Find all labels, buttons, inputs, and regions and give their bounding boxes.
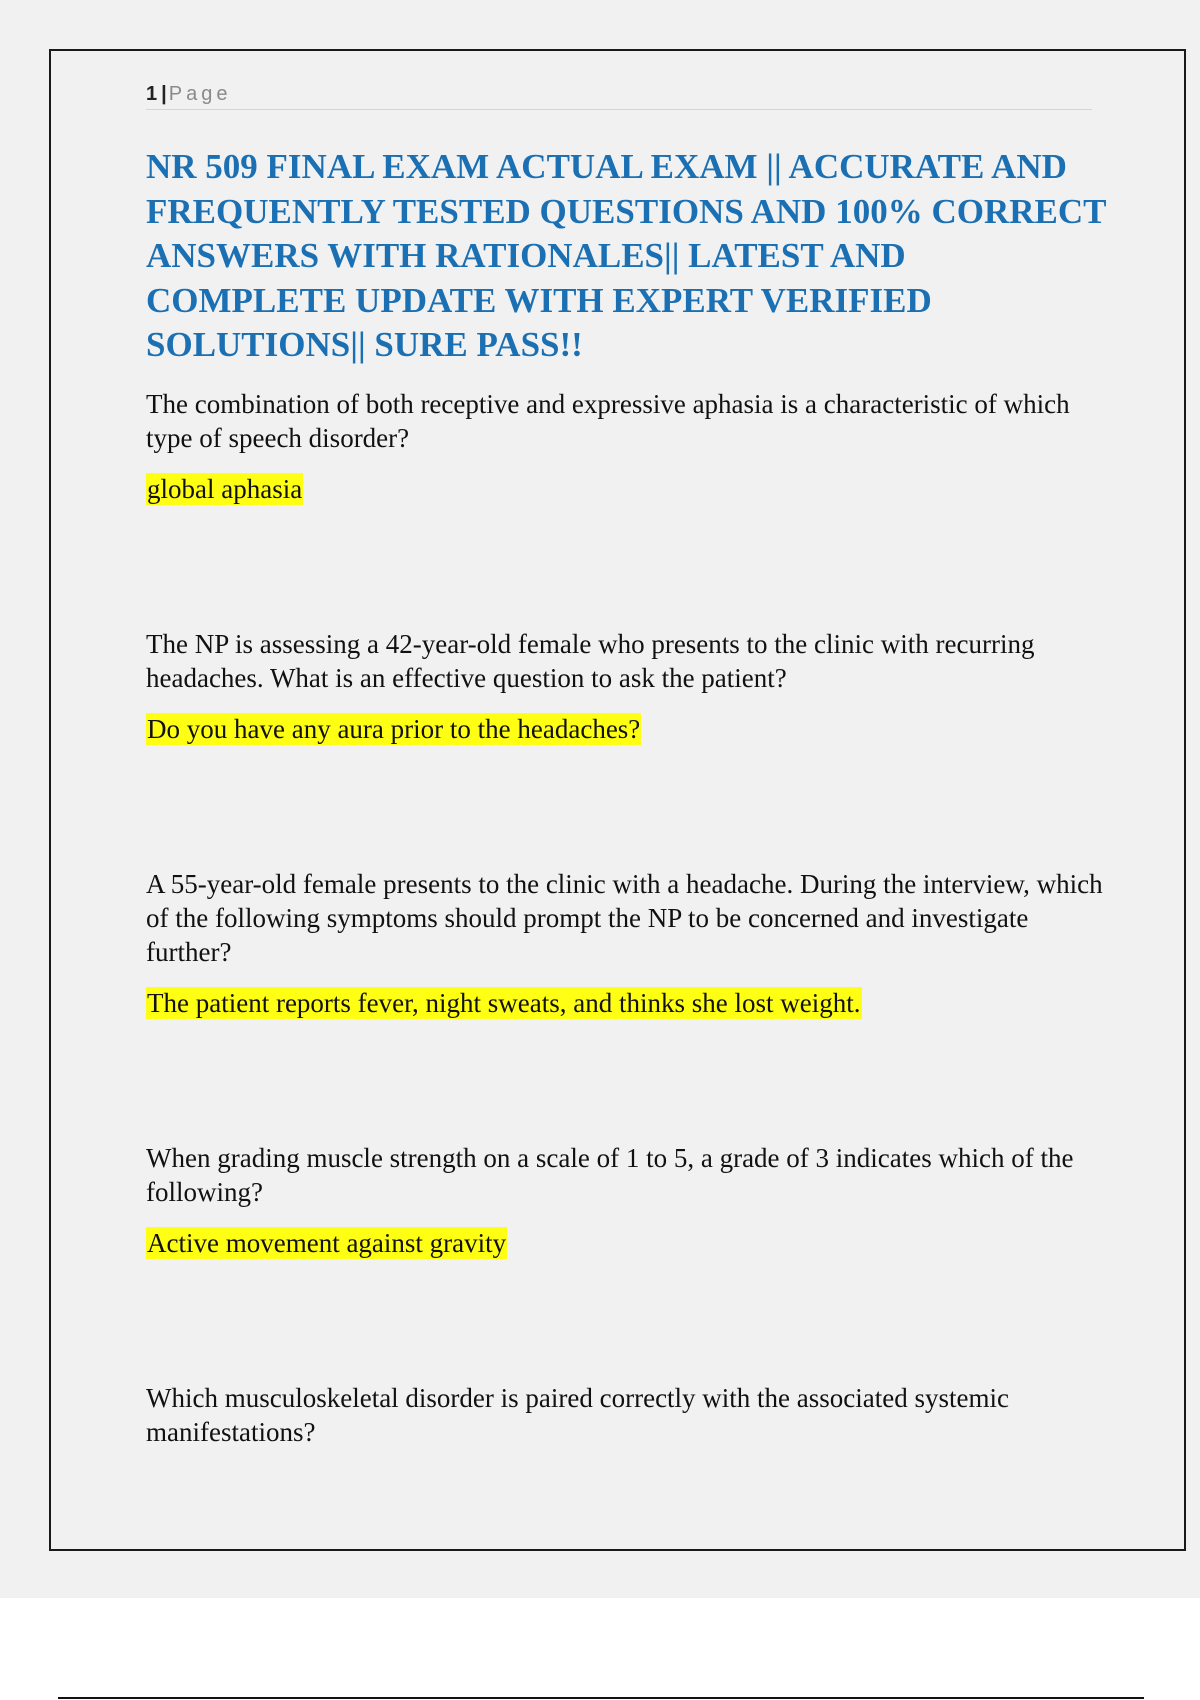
next-page-top-border [58,1697,1144,1699]
question-text: The combination of both receptive and expressive aphasia is a characteristic of which type of speech disorder? [146,389,1070,453]
qa-item [146,867,1106,1019]
answer-highlight: global aphasia [147,474,303,504]
answer-highlight: The patient reports fever, night sweats, and thinks she lost weight. [147,988,861,1018]
question-text: A 55-year-old female presents to the clinic with a headache. During the interview, which of the following symptoms should prompt the NP to be concerned and investigate further? [146,869,1103,967]
question-text: Which musculoskeletal disorder is paired correctly with the associated systemic manifestations? [146,1383,1009,1447]
question-text: The NP is assessing a 42-year-old female who presents to the clinic with recurring headaches. What is an effective question to ask the patient? [146,629,1035,693]
qa-item [146,1381,1106,1449]
page-label: Page [168,83,232,105]
document-page [49,49,1186,1551]
qa-item [146,1141,1106,1259]
qa-item [146,387,1106,505]
document-title: NR 509 FINAL EXAM ACTUAL EXAM || ACCURATE AND FREQUENTLY TESTED QUESTIONS AND 100% CORRECT ANSWERS WITH RATIONALES|| LATEST AND COMPLETE UPDATE WITH EXPERT VERIFIED SOLUTIONS|| SURE PASS!! [146,147,1106,364]
page-separator: | [161,83,167,105]
question-text: When grading muscle strength on a scale of 1 to 5, a grade of 3 indicates which of the following? [146,1143,1074,1207]
page-number: 1 [146,83,158,105]
answer-highlight: Active movement against gravity [147,1228,507,1258]
answer-highlight: Do you have any aura prior to the headaches? [147,714,641,744]
qa-item [146,627,1106,745]
page-header [146,79,1092,110]
